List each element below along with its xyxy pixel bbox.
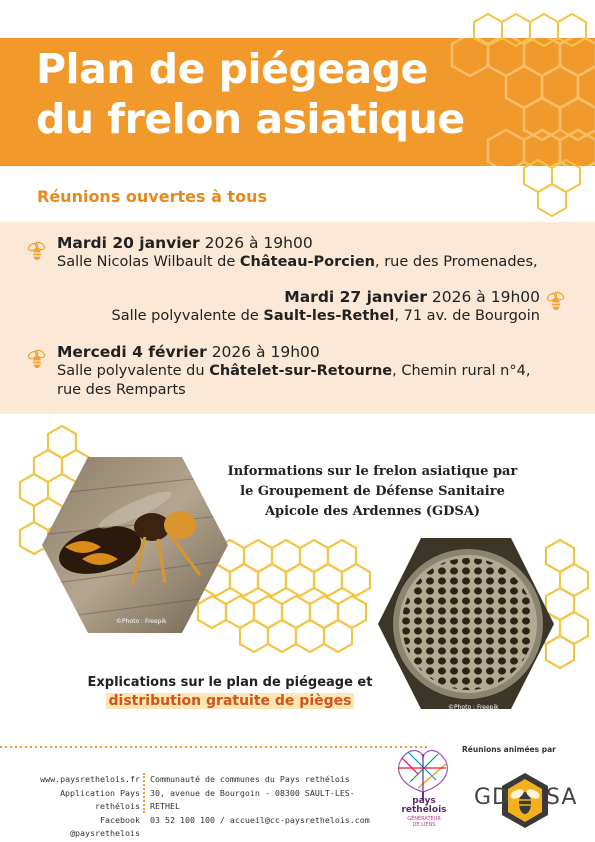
info-line-2: le Groupement de Défense Sanitaire xyxy=(240,484,505,499)
animated-by-label: Réunions animées par xyxy=(462,745,556,754)
right-honeycomb-decoration xyxy=(480,160,595,220)
explain-line-1: Explications sur le plan de piégeage et xyxy=(87,675,373,690)
meeting-1-venue-prefix: Salle Nicolas Wilbault de xyxy=(57,254,236,270)
pays-rethelois-logo-name xyxy=(394,797,454,815)
hornet-photo-credit: ©Photo : Freepik xyxy=(116,618,167,625)
meeting-1-time: 2026 à 19h00 xyxy=(204,234,313,252)
meeting-2-town: Sault-les-Rethel xyxy=(263,308,395,324)
meeting-3-town: Châtelet-sur-Retourne xyxy=(209,363,393,379)
gdsa-logo-right-text: SA xyxy=(546,785,578,810)
meeting-3-venue-suffix: , Chemin rural n°4, xyxy=(392,363,531,379)
meeting-1 xyxy=(57,234,582,272)
top-honeycomb-decoration xyxy=(420,0,595,40)
gdsa-logo-left-text: GD xyxy=(474,785,510,810)
bee-icon xyxy=(26,240,48,262)
meeting-3-venue-prefix: Salle polyvalente du xyxy=(57,363,205,379)
footer-address: 30, avenue de Bourgoin - 08300 SAULT-LES-RETHEL xyxy=(150,787,355,811)
footer-website-link[interactable]: www.paysrethelois.fr xyxy=(40,774,140,784)
meeting-1-town: Château-Porcien xyxy=(239,254,375,270)
pays-rethelois-logo-tagline xyxy=(394,816,454,828)
footer-web-links xyxy=(28,773,140,841)
logo-tag-line-1: GÉNÉRATEUR xyxy=(407,816,441,822)
explain-highlight: distribution gratuite de pièges xyxy=(106,693,355,709)
info-line-1: Informations sur le frelon asiatique par xyxy=(227,464,518,479)
info-line-3: Apicole des Ardennes (GDSA) xyxy=(264,504,481,519)
meeting-3 xyxy=(57,343,587,400)
meeting-1-venue-suffix: , rue des Promenades, xyxy=(375,254,538,270)
footer-separator xyxy=(143,773,145,813)
meeting-2-venue-prefix: Salle polyvalente de xyxy=(111,308,259,324)
meeting-3-day: Mercedi 4 février xyxy=(57,343,207,361)
meeting-3-time: 2026 à 19h00 xyxy=(211,343,320,361)
meetings-subtitle: Réunions ouvertes à tous xyxy=(37,187,267,206)
logo-tag-line-2: DE LIENS xyxy=(412,822,436,828)
footer-app-link[interactable]: Application Pays rethélois xyxy=(60,787,140,811)
footer-org-name: Communauté de communes du Pays rethélois xyxy=(150,774,350,784)
title-line-2: du frelon asiatique xyxy=(36,95,465,143)
bee-icon xyxy=(545,290,567,312)
meeting-2 xyxy=(40,288,540,326)
logo-name-line-2: rethélois xyxy=(401,805,447,815)
meeting-2-day: Mardi 27 janvier xyxy=(284,288,427,306)
title-line-1: Plan de piégeage xyxy=(36,45,428,93)
logo-name-line-1: pays xyxy=(412,796,436,806)
page-title xyxy=(36,44,465,144)
footer-dotted-divider xyxy=(0,744,430,750)
meeting-2-venue-suffix: , 71 av. de Bourgoin xyxy=(394,308,540,324)
title-banner xyxy=(0,38,595,166)
meetings-panel xyxy=(0,222,595,414)
gdsa-info-text xyxy=(200,462,545,522)
footer-phone-email[interactable]: 03 52 100 100 / accueil@cc-paysrethelois.com xyxy=(150,814,370,825)
bee-icon xyxy=(26,348,48,370)
footer-contact xyxy=(150,773,375,827)
meeting-2-time: 2026 à 19h00 xyxy=(431,288,540,306)
meeting-3-venue-line2: rue des Remparts xyxy=(57,382,186,398)
meeting-1-day: Mardi 20 janvier xyxy=(57,234,200,252)
nest-photo-credit: ©Photo : Freepik xyxy=(448,704,499,711)
explanation-text xyxy=(40,673,420,711)
footer-facebook-link[interactable]: Facebook @paysrethelois xyxy=(70,814,140,838)
